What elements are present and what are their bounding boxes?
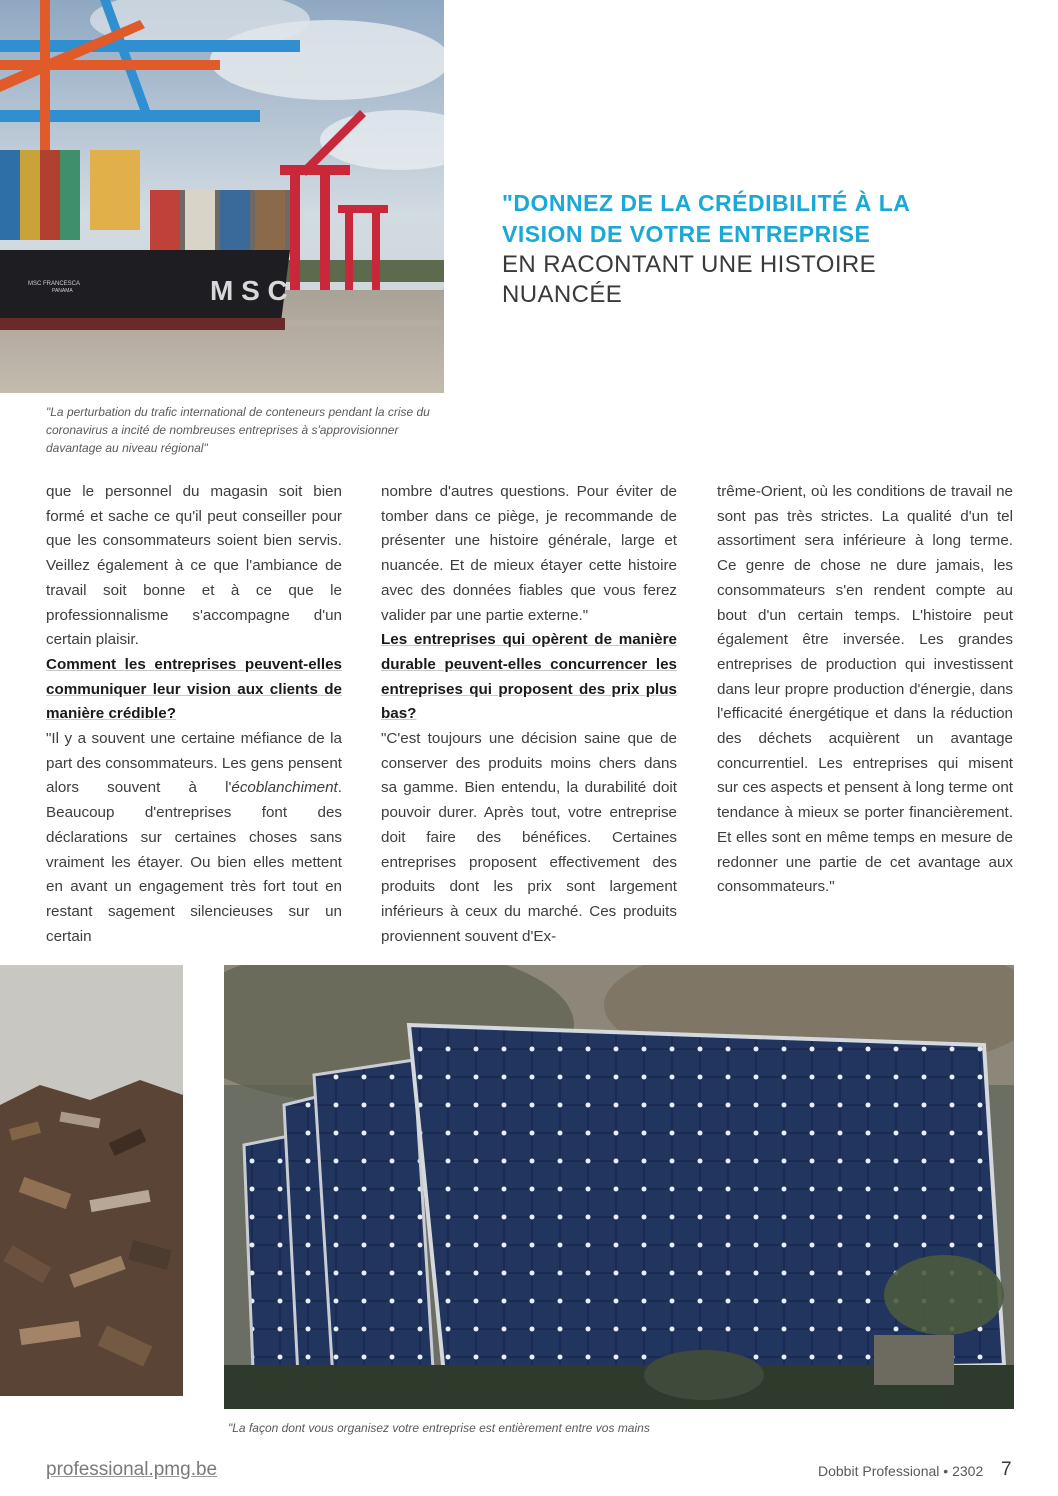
pull-quote: [502, 188, 1022, 310]
interview-question: Comment les entreprises peuvent-elles communiquer leur vision aux clients de manière crédible?: [46, 655, 342, 723]
article-column-3: [717, 480, 1013, 900]
photo-caption: "La façon dont vous organisez votre entreprise est entièrement entre vos mains: [228, 1421, 650, 1435]
scrap-metal-photo: [0, 965, 183, 1396]
paragraph: nombre d'autres questions. Pour éviter de tomber dans ce piège, je recommande de présenter une histoire générale, large et nuancée. Et de mieux étayer cette histoire avec des données fiables que vous ferez valider par une partie externe.": [381, 483, 677, 624]
solar-panels-photo: [224, 965, 1014, 1409]
ship-hull-lettering: M S C: [210, 275, 288, 306]
interview-question: Les entreprises qui opèrent de manière durable peuvent-elles concurrencer les entreprises qui proposent des prix plus bas?: [381, 631, 677, 723]
article-column-1: [46, 480, 342, 949]
paragraph: trême-Orient, où les conditions de travail ne sont pas très strictes. La qualité d'un tel assortiment sera inférieure à long terme. Ce genre de chose ne dure jamais, les consommateurs s'en rendent compte au bout d'un certain temps. L'histoire peut également être inversée. Les grandes entreprises de production qui investissent dans leur propre production d'énergie, dans l'efficacité énergétique et dans la réduction des déchets acquièrent un avantage concurrentiel. Les entreprises qui misent sur ces aspects et pensent à long terme ont tendance à mieux se porter financièrement. Et elles sont en même temps en mesure de redonner une partie de cet avantage aux consommateurs.": [717, 483, 1013, 896]
paragraph-text: . Beaucoup d'entreprises font des déclarations sur certaines choses sans vraiment les étayer. Ou bien elles mettent en avant un engagement très fort tout en restant sagement silencieuses sur un certain: [46, 779, 342, 945]
photo-caption: "La perturbation du trafic international de conteneurs pendant la crise du coronavirus a incité de nombreuses entreprises à s'approvisionner davantage au niveau régional": [46, 405, 430, 455]
pull-quote-line-2: VISION DE VOTRE ENTREPRISE: [502, 221, 871, 247]
container-ship-photo: [0, 0, 444, 393]
pull-quote-line-4: NUANCÉE: [502, 281, 623, 308]
publication-name: Dobbit Professional • 2302: [818, 1463, 984, 1479]
emphasis-term: écoblanchiment: [231, 779, 338, 797]
pull-quote-line-3: EN RACONTANT UNE HISTOIRE: [502, 251, 877, 278]
article-column-2: [381, 480, 677, 949]
ship-name-lettering: MSC FRANCESCA: [28, 281, 81, 287]
pull-quote-line-1: "DONNEZ DE LA CRÉDIBILITÉ À LA: [502, 190, 911, 216]
page-number: 7: [1001, 1459, 1012, 1480]
ship-port-lettering: PANAMA: [52, 288, 73, 294]
paragraph: [46, 727, 342, 949]
paragraph: que le personnel du magasin soit bien formé et sache ce qu'il peut conseiller pour que les consommateurs soient bien servis. Veillez également à ce que l'ambiance de travail soit bonne et à ce que le professionnalisme s'accompagne d'un certain plaisir.: [46, 483, 342, 649]
paragraph: "C'est toujours une décision saine que de conserver des produits moins chers dans sa gamme. Bien entendu, la durabilité doit pouvoir durer. Après tout, votre entreprise doit faire des bénéfices. Certaines entreprises proposent effectivement des produits dont les prix sont largement inférieurs à ceux du marché. Ces produits proviennent souvent d'Ex-: [381, 730, 677, 945]
paragraph-text: "Il y a souvent une certaine méfiance de la part des consommateurs. Les gens pensent alors souvent à l': [46, 730, 342, 797]
website-link[interactable]: professional.pmg.be: [46, 1459, 218, 1480]
